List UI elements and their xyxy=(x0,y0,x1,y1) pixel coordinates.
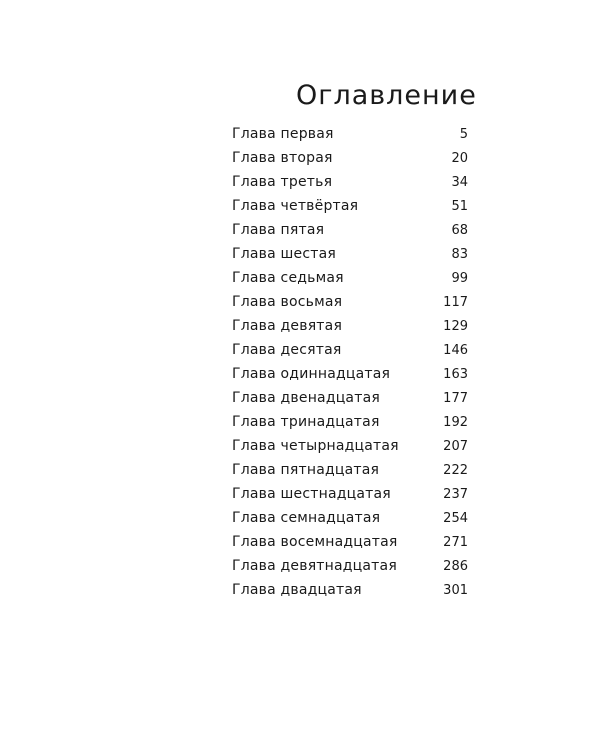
page-number: 20 xyxy=(451,151,468,166)
toc-entry-11[interactable] xyxy=(232,362,468,386)
page-number: 129 xyxy=(443,319,468,334)
toc-entry-15[interactable] xyxy=(232,458,468,482)
chapter-title: Глава третья xyxy=(232,174,333,190)
toc-entry-16[interactable] xyxy=(232,482,468,506)
chapter-title: Глава тринадцатая xyxy=(232,414,380,430)
table-of-contents xyxy=(232,122,468,602)
chapter-title: Глава одиннадцатая xyxy=(232,366,391,382)
page-number: 192 xyxy=(443,415,468,430)
chapter-title: Глава шестая xyxy=(232,246,337,262)
toc-entry-1[interactable] xyxy=(232,122,468,146)
toc-entry-3[interactable] xyxy=(232,170,468,194)
chapter-title: Глава вторая xyxy=(232,150,333,166)
chapter-title: Глава седьмая xyxy=(232,270,344,286)
toc-entry-12[interactable] xyxy=(232,386,468,410)
toc-entry-4[interactable] xyxy=(232,194,468,218)
page-number: 271 xyxy=(443,535,468,550)
chapter-title: Глава шестнадцатая xyxy=(232,486,391,502)
page-number: 237 xyxy=(443,487,468,502)
page-number: 254 xyxy=(443,511,468,526)
toc-entry-2[interactable] xyxy=(232,146,468,170)
page-number: 163 xyxy=(443,367,468,382)
page-number: 5 xyxy=(459,127,468,142)
toc-entry-17[interactable] xyxy=(232,506,468,530)
toc-entry-13[interactable] xyxy=(232,410,468,434)
toc-entry-18[interactable] xyxy=(232,530,468,554)
toc-entry-19[interactable] xyxy=(232,554,468,578)
page-number: 34 xyxy=(451,175,468,190)
chapter-title: Глава девятая xyxy=(232,318,343,334)
page-number: 117 xyxy=(443,295,468,310)
page-number: 222 xyxy=(443,463,468,478)
chapter-title: Глава первая xyxy=(232,126,334,142)
chapter-title: Глава семнадцатая xyxy=(232,510,381,526)
toc-entry-8[interactable] xyxy=(232,290,468,314)
chapter-title: Глава девятнадцатая xyxy=(232,558,397,574)
toc-entry-5[interactable] xyxy=(232,218,468,242)
toc-entry-9[interactable] xyxy=(232,314,468,338)
page-number: 301 xyxy=(443,583,468,598)
chapter-title: Глава четвёртая xyxy=(232,198,359,214)
toc-entry-10[interactable] xyxy=(232,338,468,362)
chapter-title: Глава восьмая xyxy=(232,294,343,310)
page-number: 83 xyxy=(451,247,468,262)
chapter-title: Глава десятая xyxy=(232,342,342,358)
page-number: 68 xyxy=(451,223,468,238)
page-title: Оглавление xyxy=(296,80,477,111)
chapter-title: Глава четырнадцатая xyxy=(232,438,399,454)
chapter-title: Глава двадцатая xyxy=(232,582,362,598)
page-number: 146 xyxy=(443,343,468,358)
toc-entry-20[interactable] xyxy=(232,578,468,602)
page-number: 51 xyxy=(451,199,468,214)
toc-entry-7[interactable] xyxy=(232,266,468,290)
page-number: 99 xyxy=(451,271,468,286)
page-number: 177 xyxy=(443,391,468,406)
chapter-title: Глава восемнадцатая xyxy=(232,534,398,550)
chapter-title: Глава двенадцатая xyxy=(232,390,380,406)
chapter-title: Глава пятнадцатая xyxy=(232,462,380,478)
toc-entry-14[interactable] xyxy=(232,434,468,458)
chapter-title: Глава пятая xyxy=(232,222,325,238)
toc-entry-6[interactable] xyxy=(232,242,468,266)
page-number: 286 xyxy=(443,559,468,574)
page-number: 207 xyxy=(443,439,468,454)
